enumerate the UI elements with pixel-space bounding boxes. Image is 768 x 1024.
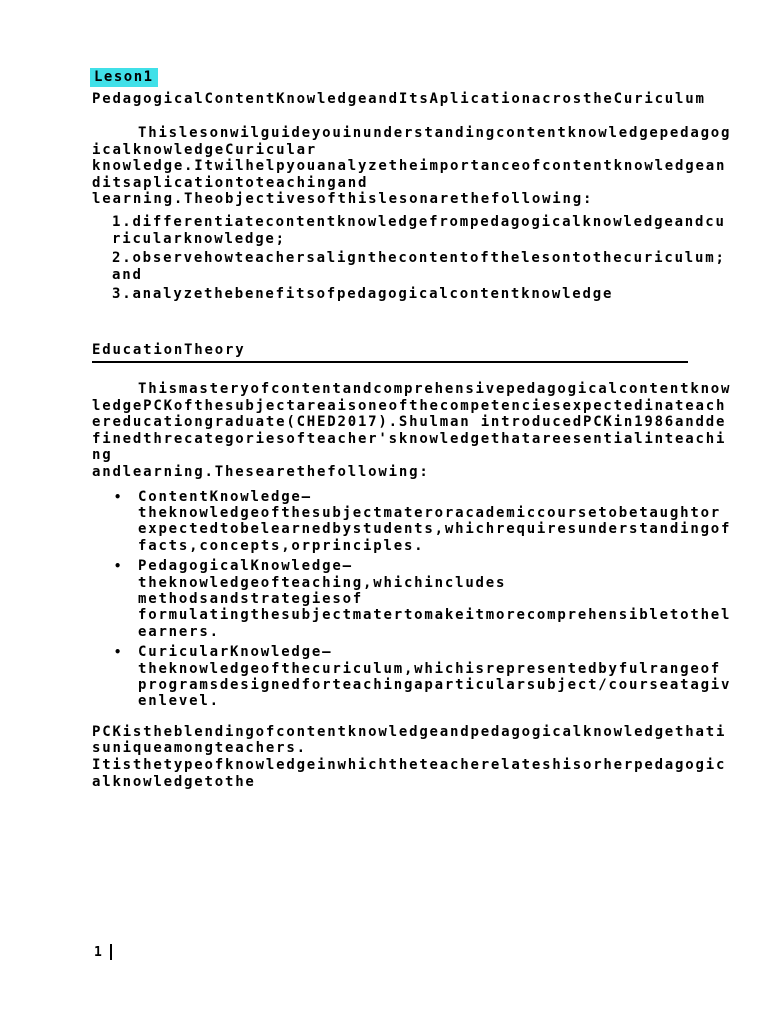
objective-item: 1.differentiatecontentknowledgefrompedagogicalknowledgeandcuricularknowledge; — [112, 213, 726, 247]
category-line: methodsandstrategiesof — [138, 590, 364, 607]
category-line: PedagogicalKnowledge– — [138, 558, 353, 575]
category-line: ContentKnowledge– — [138, 488, 312, 505]
closing-line-2: Itisthetypeofknowledgeinwhichtheteacherelateshisorherpedagogicalknowledgetothe — [92, 757, 727, 790]
intro-section — [92, 125, 732, 208]
category-line: formulatingthesubjectmatertomakeitmorecomprehensibletothelearners. — [138, 607, 732, 640]
lesson-title: PedagogicalContentKnowledgeandItsAplicationacrostheCuriculum — [92, 91, 706, 107]
objective-item: 3.analyzethebenefitsofpedagogicalcontentknowledge — [112, 285, 614, 302]
category-pedagogical-knowledge — [114, 558, 732, 640]
category-line: CuricularKnowledge– — [138, 644, 333, 661]
intro-line-3: learning.Theobjectivesofthislesonarethefollowing: — [92, 191, 594, 208]
category-line: theknowledgeofteaching,whichincludes — [138, 574, 507, 591]
intro-line-2: knowledge.Itwilhelpyouanalyzetheimportanceofcontentknowledgeanditsaplicationtoteachingand — [92, 158, 727, 191]
intro-line-1: ThislesonwilguideyouinunderstandingcontentknowledgepedagogicalknowledgeCuricular — [92, 125, 732, 158]
theory-line-1: ThismasteryofcontentandcomprehensivepedagogicalcontentknowledgePCKofthesubjectareaisoneofthecompetenciesexpectedinateachereducationgraduate(CHED2017).Shulman introducedPCKin1986anddefinedthrecategoriesofteacher'sknowledgethatareesentialinteaching — [92, 380, 732, 464]
category-line: expectedtobelearnedbystudents,whichrequiresunderstandingoffacts,concepts,orprinciples. — [138, 521, 732, 554]
theory-line-2: andlearning.Thesearethefollowing: — [92, 463, 430, 480]
lesson-label: Leson1 — [90, 68, 158, 87]
category-line: theknowledgeofthecuriculum,whichisrepresentedbyfulrangeof — [138, 660, 722, 677]
category-line: theknowledgeofthesubjectmateroracademiccoursetobetaughtor — [138, 504, 722, 521]
bullet-icon: • — [114, 645, 124, 660]
category-content-knowledge — [114, 489, 732, 555]
objective-item: 2.observehowteachersalignthecontentofthelesontothecuriculum;and — [112, 249, 726, 283]
page-number: 1 — [94, 945, 104, 960]
closing-line-1: PCKistheblendingofcontentknowledgeandpedagogicalknowledgethatisuniqueamongteachers. — [92, 723, 727, 757]
closing-section — [92, 724, 732, 790]
page-divider — [110, 944, 112, 960]
bullet-icon: • — [114, 489, 124, 504]
document-page — [92, 66, 732, 790]
knowledge-categories-list — [92, 489, 732, 710]
theory-section — [92, 381, 732, 481]
category-line: programsdesignedforteachingaparticularsubject/courseatagivenlevel. — [138, 677, 732, 710]
bullet-icon: • — [114, 559, 124, 574]
section-heading: EducationTheory — [92, 341, 688, 363]
objectives-list — [92, 214, 732, 303]
category-curricular-knowledge — [114, 644, 732, 710]
